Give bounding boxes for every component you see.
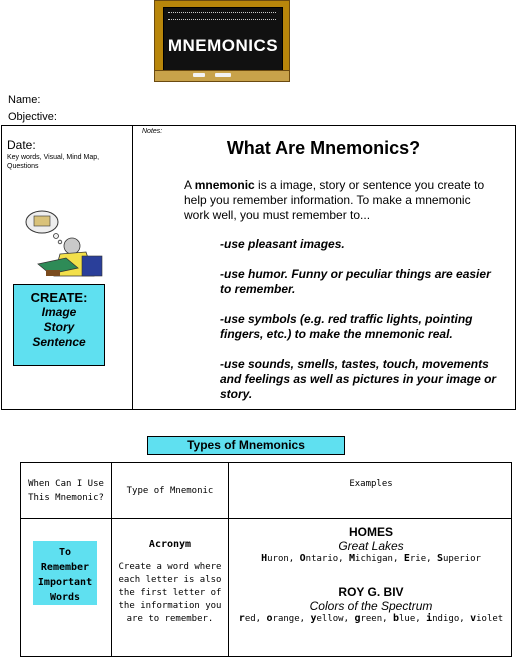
acronym-title: Acronym (148, 539, 192, 550)
example-term: Huron, (261, 553, 300, 564)
chalk-piece-icon (193, 73, 205, 77)
intro-paragraph (184, 178, 494, 223)
create-item-image: Image (41, 305, 77, 319)
create-item-story: Story (43, 320, 75, 334)
table-header-type: Type of Mnemonic (126, 485, 214, 496)
example-term: green, (354, 613, 393, 624)
date-note: Key words, Visual, Mind Map, Questions (7, 154, 100, 170)
example-subtitle: Colors of the Spectrum (309, 599, 433, 613)
example-roygbiv (229, 585, 513, 624)
tip-item: -use symbols (e.g. red traffic lights, pointing fingers, etc.) to make the mnemonic real. (220, 312, 473, 341)
example-subtitle: Great Lakes (338, 539, 404, 553)
example-expansion (229, 553, 513, 564)
chalk-scribble (168, 12, 276, 20)
notes-box (1, 125, 516, 410)
chalkboard-surface (163, 7, 283, 73)
intro-text-post: is a image, story or sentence you create to help you remember information. To make a mnemonic work well, you must remember to... (184, 178, 485, 222)
table-header-rule (21, 518, 511, 519)
name-field-label: Name: (8, 94, 41, 106)
example-word: ROY G. BIV (338, 585, 404, 599)
column-divider (132, 126, 133, 409)
example-term: Superior (436, 553, 481, 564)
chalk-tray (155, 70, 289, 81)
thinking-teacher-icon (20, 208, 110, 278)
example-homes (229, 525, 513, 564)
remember-words-badge: To Remember Important Words (33, 541, 97, 605)
example-term: Erie, (403, 553, 437, 564)
example-term: orange, (266, 613, 311, 624)
create-title: CREATE: (30, 290, 88, 305)
tip-item: -use humor. Funny or peculiar things are easier to remember. (220, 267, 491, 296)
tip-item: -use sounds, smells, tastes, touch, movements and feelings as well as pictures in your image or story. (220, 357, 497, 401)
example-term: Ontario, (299, 553, 350, 564)
chalkboard-logo (154, 0, 290, 82)
tips-list (220, 237, 500, 417)
types-label: Types of Mnemonics (147, 436, 345, 455)
chalk-piece-icon (215, 73, 231, 77)
intro-keyword: mnemonic (194, 178, 255, 192)
example-word: HOMES (348, 525, 393, 539)
mnemonics-table (20, 462, 512, 657)
table-header-examples: Examples (349, 479, 393, 489)
acronym-description: Create a word where each letter is also the first letter of the information you are to remember. (118, 562, 222, 624)
example-term: blue, (392, 613, 427, 624)
example-term: yellow, (310, 613, 355, 624)
page-title: MNEMONICS (167, 36, 279, 55)
objective-field-label: Objective: (8, 111, 57, 123)
create-item-sentence: Sentence (32, 335, 86, 349)
example-expansion (229, 613, 513, 624)
date-label: Date: (7, 138, 36, 152)
example-term: violet (470, 613, 504, 624)
tip-item: -use pleasant images. (220, 237, 345, 251)
section-heading: What Are Mnemonics? (226, 138, 421, 158)
example-term: Michigan, (349, 553, 404, 564)
example-term: red, (238, 613, 267, 624)
intro-text-pre: A (184, 178, 195, 192)
example-term: indigo, (426, 613, 471, 624)
table-header-when: When Can I Use This Mnemonic? (28, 478, 104, 503)
create-box (13, 284, 105, 366)
notes-label: Notes: (142, 128, 163, 135)
